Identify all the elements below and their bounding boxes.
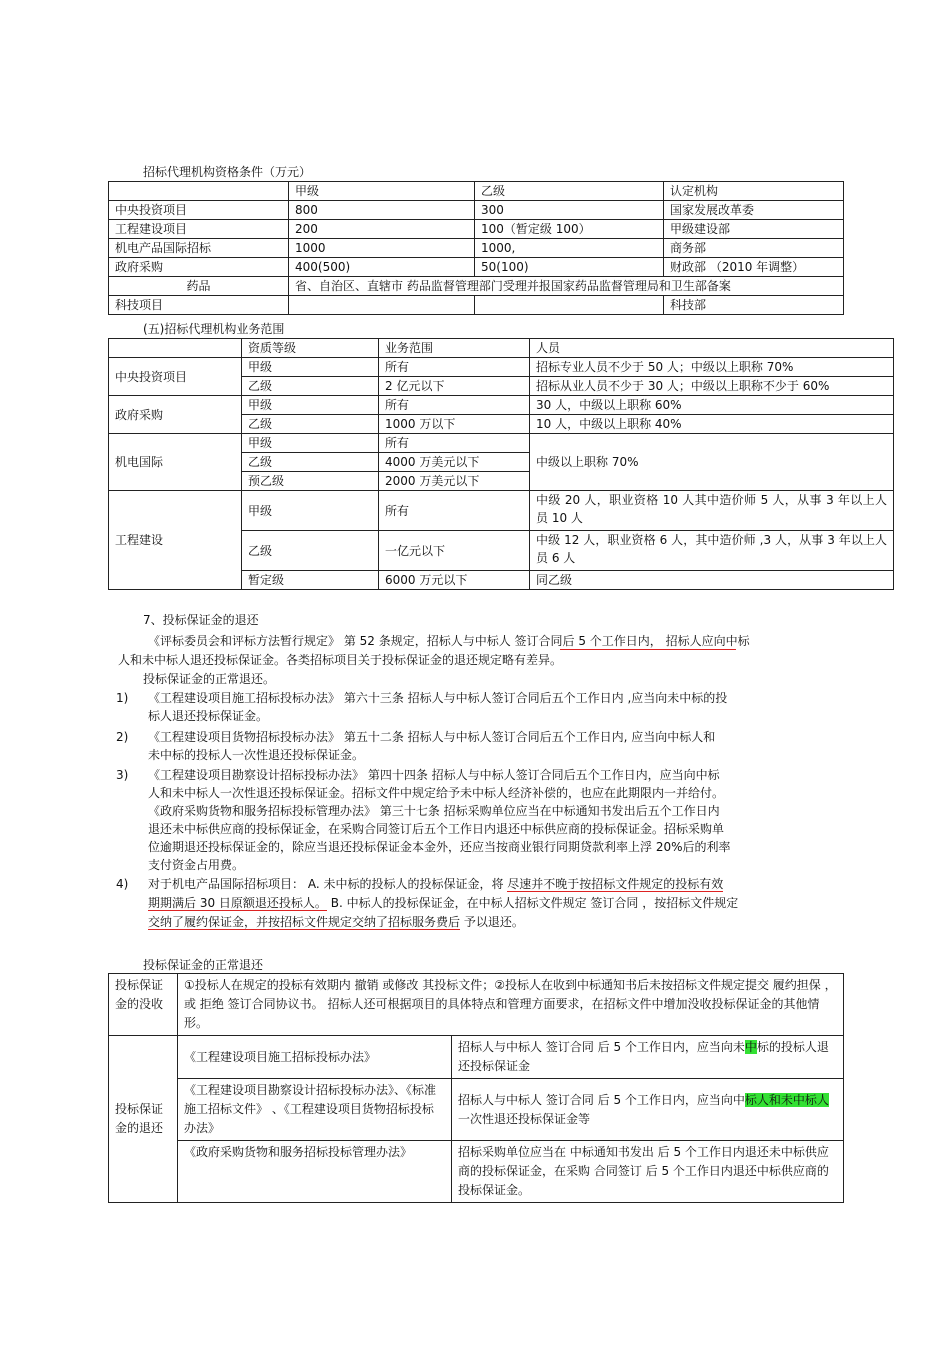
- table-cell: 200: [289, 220, 475, 239]
- table-row: [109, 258, 844, 277]
- table-row: [109, 396, 894, 415]
- row-group-label: 中央投资项目: [109, 358, 242, 396]
- table-cell: 2 亿元以下: [379, 377, 530, 396]
- table-cell: 乙级: [242, 377, 379, 396]
- table-cell: 科技部: [664, 296, 844, 315]
- table-cell: 100（暂定级 100）: [475, 220, 664, 239]
- law-cell: 《工程建设项目施工招标投标办法》: [178, 1036, 452, 1079]
- table-cell: 机电产品国际招标: [109, 239, 289, 258]
- list-item-line: 未中标的投标人一次性退还投标保证金。: [148, 748, 365, 762]
- row-group-label: 工程建设: [109, 491, 242, 590]
- table-row: [109, 358, 894, 377]
- table-cell: 1000 万以下: [379, 415, 530, 434]
- underlined-text: 期期满后 30 日原额退还投标人。: [148, 896, 327, 910]
- table2-caption: (五)招标代理机构业务范围: [143, 322, 285, 336]
- table-cell: 甲级: [242, 396, 379, 415]
- table-cell: 400(500): [289, 258, 475, 277]
- table-cell: 乙级: [242, 415, 379, 434]
- law-cell: 《政府采购货物和服务招标投标管理办法》: [178, 1141, 452, 1203]
- table-cell: 商务部: [664, 239, 844, 258]
- table-cell: 省、自治区、直辖市 药品监督管理部门受理并报国家药品监督管理局和卫生部备案: [289, 277, 844, 296]
- table-row: [109, 239, 844, 258]
- table-row-tech: [109, 296, 844, 315]
- list-number: 1): [116, 691, 129, 705]
- table-cell: 工程建设项目: [109, 220, 289, 239]
- row-group-label: 投标保证金的退还: [109, 1036, 178, 1203]
- table-cell: [452, 1036, 844, 1079]
- table-cell: 乙级: [242, 453, 379, 472]
- subheading: 投标保证金的正常退还。: [143, 672, 276, 686]
- table-header-row: [109, 339, 894, 358]
- table-header-cell: 业务范围: [379, 339, 530, 358]
- highlighted-text: 标人和未中标人: [744, 1092, 829, 1107]
- table-cell: 招标从业人员不少于 30 人；中级以上职称不少于 60%: [530, 377, 894, 396]
- list-number: 3): [116, 768, 129, 782]
- paragraph-line: 人和未中标人退还投标保证金。各类招标项目关于投标保证金的退还规定略有差异。: [118, 653, 563, 667]
- table-cell: 30 人，中级以上职称 60%: [530, 396, 894, 415]
- table-header-cell: 人员: [530, 339, 894, 358]
- table1-caption: 招标代理机构资格条件（万元）: [143, 165, 312, 179]
- table-row: [109, 201, 844, 220]
- paragraph-line: 位逾期退还投标保证金的，除应当退还投标保证金本金外，还应当按商业银行同期贷款利率上浮 20%后的利率: [148, 840, 731, 854]
- row-group-label: 机电国际: [109, 434, 242, 491]
- list-item-line: 标人退还投标保证金。: [148, 709, 269, 723]
- text-span: 一次性退还投标保证金等: [458, 1111, 591, 1126]
- table-cell: 中央投资项目: [109, 201, 289, 220]
- table-cell: [452, 1079, 844, 1141]
- table-cell: 科技项目: [109, 296, 289, 315]
- table-cell: 乙级: [242, 531, 379, 571]
- list-number: 4): [116, 877, 129, 891]
- table-header-cell: 乙级: [475, 182, 664, 201]
- business-scope-table: [108, 338, 894, 590]
- highlighted-text: 中: [744, 1040, 757, 1054]
- table-cell: 中级以上职称 70%: [530, 434, 894, 491]
- table-header-cell: [109, 339, 242, 358]
- table-cell: 甲级: [242, 434, 379, 453]
- paragraph-line: 《评标委员会和评标方法暂行规定》 第 52 条规定，招标人与中标人 签订合同后 5 个工作日内， 招标人应向中标: [148, 634, 750, 648]
- deposit-refund-table: [108, 973, 844, 1203]
- list-item-line: 《工程建设项目勘察设计招标投标办法》 第四十四条 招标人与中标人签订合同后五个工作日内，应当向中标: [148, 768, 720, 782]
- table-cell: 甲级: [242, 358, 379, 377]
- underlined-text: 尽速并不晚于按招标文件规定的投标有效: [507, 877, 724, 891]
- red-underline: [560, 649, 736, 650]
- table-row: [109, 1079, 844, 1141]
- table-cell: 财政部 （2010 年调整）: [664, 258, 844, 277]
- table-header-cell: [109, 182, 289, 201]
- list-number: 2): [116, 730, 129, 744]
- table-cell: 暂定级: [242, 571, 379, 590]
- list-item-line: 人和未中标人一次性退还投标保证金。招标文件中规定给予未中标人经济补偿的，也应在此期限内一并给付。: [148, 786, 725, 800]
- table-header-cell: 甲级: [289, 182, 475, 201]
- law-cell: 《工程建设项目勘察设计招标投标办法》、《标准施工招标文件》 、《工程建设项目货物招标投标办法》: [178, 1079, 452, 1141]
- text-span: 招标人与中标人 签订合同 后 5 个工作日内，应当向未: [458, 1040, 745, 1054]
- table-row: [109, 1036, 844, 1079]
- paragraph-line: 退还未中标供应商的投标保证金，在采购合同签订后五个工作日内退还中标供应商的投标保证金。招标采购单: [148, 822, 725, 836]
- table-cell: 1000: [289, 239, 475, 258]
- list-item-line: [148, 875, 723, 893]
- table-cell: 800: [289, 201, 475, 220]
- table-row: [109, 491, 894, 531]
- table-cell: 药品: [109, 277, 289, 296]
- table-cell: 预乙级: [242, 472, 379, 491]
- table-cell: 一亿元以下: [379, 531, 530, 571]
- table-header-cell: 认定机构: [664, 182, 844, 201]
- table-row: [109, 220, 844, 239]
- table-cell: 6000 万元以下: [379, 571, 530, 590]
- table-cell: 中级 12 人，职业资格 6 人，其中造价师 ,3 人，从事 3 年以上人员 6 人: [530, 531, 894, 571]
- table-cell: 政府采购: [109, 258, 289, 277]
- table-cell: 1000,: [475, 239, 664, 258]
- list-item-line: 《工程建设项目施工招标投标办法》 第六十三条 招标人与中标人签订合同后五个工作日内 ,应当向未中标的投: [148, 691, 728, 705]
- section-title: 7、投标保证金的退还: [143, 613, 259, 627]
- table3-caption: 投标保证金的正常退还: [143, 958, 264, 972]
- table-cell: 招标专业人员不少于 50 人；中级以上职称 70%: [530, 358, 894, 377]
- table-row: [109, 434, 894, 453]
- table-cell: 所有: [379, 396, 530, 415]
- table-cell: ①投标人在规定的投标有效期内 撤销 或修改 其投标文件；②投标人在收到中标通知书后未按招标文件规定提交 履约担保 ，或 拒绝 签订合同协议书。 招标人还可根据项目的具体特点和管理方面要求，在招标文件中增加没收投标保证金的其他情形。: [178, 974, 844, 1036]
- list-item-line: [148, 913, 524, 931]
- table-cell: 同乙级: [530, 571, 894, 590]
- row-group-label: 投标保证金的没收: [109, 974, 178, 1036]
- table-cell: [475, 296, 664, 315]
- underlined-text: 交纳了履约保证金，并按招标文件规定交纳了招标服务费后: [148, 915, 461, 929]
- table-cell: 甲级: [242, 491, 379, 531]
- table-header-row: [109, 182, 844, 201]
- table-cell: 甲级建设部: [664, 220, 844, 239]
- text-span: 予以退还。: [460, 915, 524, 929]
- table-row-forfeit: [109, 974, 844, 1036]
- text-span: B. 中标人的投标保证金，在中标人招标文件规定 签订合同 ，按招标文件规定: [326, 896, 739, 910]
- list-item-line: [148, 894, 738, 912]
- text-span: 对于机电产品国际招标项目： A. 未中标的投标人的投标保证金，将: [148, 877, 508, 891]
- table-cell: 10 人，中级以上职称 40%: [530, 415, 894, 434]
- table-cell: 所有: [379, 358, 530, 377]
- table-row-drug: [109, 277, 844, 296]
- table-cell: 所有: [379, 434, 530, 453]
- table-cell: 4000 万美元以下: [379, 453, 530, 472]
- table-cell: [289, 296, 475, 315]
- text-span: 标的投标人退还投标保证金: [458, 1040, 829, 1073]
- table-cell: 300: [475, 201, 664, 220]
- table-cell: 中级 20 人，职业资格 10 人其中造价师 5 人，从事 3 年以上人员 10 人: [530, 491, 894, 531]
- paragraph-line: 《政府采购货物和服务招标投标管理办法》 第三十七条 招标采购单位应当在中标通知书发出后五个工作日内: [148, 804, 720, 818]
- qualification-table: [108, 181, 844, 315]
- list-item-line: 《工程建设项目货物招标投标办法》 第五十二条 招标人与中标人签订合同后五个工作日内, 应当向中标人和: [148, 730, 716, 744]
- table-row: [109, 1141, 844, 1203]
- table-cell: 国家发展改革委: [664, 201, 844, 220]
- row-group-label: 政府采购: [109, 396, 242, 434]
- table-header-cell: 资质等级: [242, 339, 379, 358]
- text-span: 招标人与中标人 签订合同 后 5 个工作日内，应当向中: [458, 1092, 745, 1107]
- table-cell: 招标采购单位应当在 中标通知书发出 后 5 个工作日内退还未中标供应商的投标保证金，在采购 合同签订 后 5 个工作日内退还中标供应商的投标保证金。: [452, 1141, 844, 1203]
- paragraph-line: 支付资金占用费。: [148, 858, 245, 872]
- table-cell: 所有: [379, 491, 530, 531]
- table-cell: 2000 万美元以下: [379, 472, 530, 491]
- table-cell: 50(100): [475, 258, 664, 277]
